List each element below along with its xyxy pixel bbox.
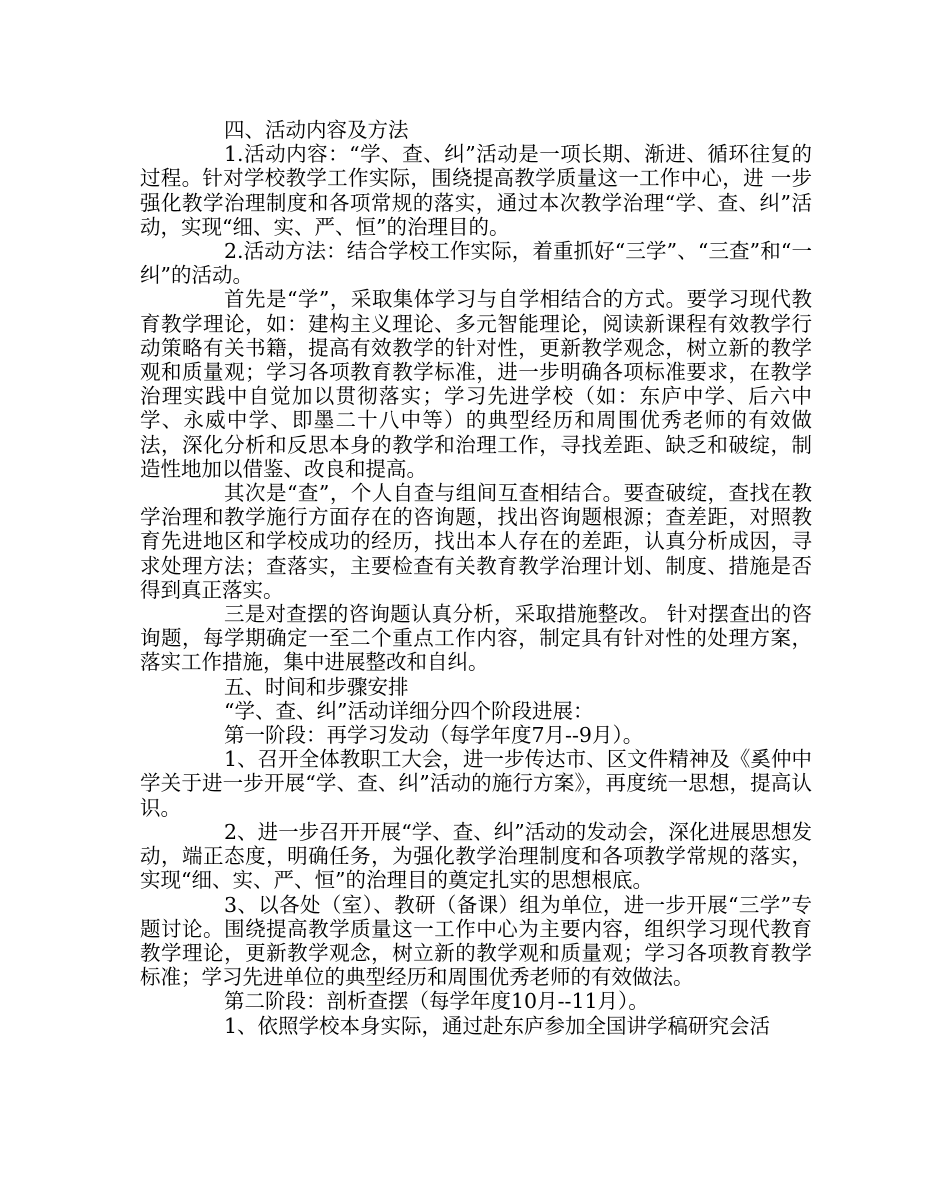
document-body <box>140 118 812 1038</box>
paragraph-activity-method: 2.活动方法：结合学校工作实际，着重抓好“三学”、“三查”和“一纠”的活动。 <box>140 239 812 288</box>
paragraph-check: 其次是“查”，个人自查与组间互查相结合。要查破绽，查找在教学治理和教学施行方面存在的咨询题，找出咨询题根源；查差距，对照教育先进地区和学校成功的经历，找出本人存在的差距，认真分析成因，寻求处理方法；查落实，主要检查有关教育教学治理计划、制度、措施是否得到真正落实。 <box>140 481 812 602</box>
section-heading-5: 五、时间和步骤安排 <box>224 674 409 699</box>
stage-1-item-2: 2、进一步召开开展“学、查、纠”活动的发动会，深化进展思想发动，端正态度，明确任务，为强化教学治理制度和各项教学常规的落实，实现“细、实、严、恒”的治理目的奠定扎实的思想根底。 <box>140 819 812 893</box>
stage-1-item-3: 3、以各处（室）、教研（备课）组为单位，进一步开展“三学”专题讨论。围绕提高教学质量这一工作中心为主要内容，组织学习现代教育教学理论，更新教学观念，树立新的教学观和质量观；学习各项教育教学标准；学习先进单位的典型经历和周围优秀老师的有效做法。 <box>140 892 812 990</box>
section-heading-4: 四、活动内容及方法 <box>224 118 409 142</box>
stage-2-item-1: 1、依照学校本身实际，通过赴东庐参加全国讲学稿研究会活 <box>224 1013 771 1038</box>
paragraph-activity-content: 1.活动内容：“学、查、纠”活动是一项长期、渐进、循环往复的过程。针对学校教学工作实际，围绕提高教学质量这一工作中心，进 一步强化教学治理制度和各项常规的落实，通过本次教学治理“学、查、纠”活动，实现“细、实、严、恒”的治理目的。 <box>140 142 812 239</box>
stage-2-heading: 第二阶段：剖析查摆（每学年度10月--11月）。 <box>224 989 649 1014</box>
paragraph-stages-intro: “学、查、纠”活动详细分四个阶段进展： <box>224 698 594 723</box>
paragraph-learn: 首先是“学”，采取集体学习与自学相结合的方式。要学习现代教育教学理论，如：建构主义理论、多元智能理论，阅读新课程有效教学行动策略有关书籍，提高有效教学的针对性，更新教学观念，树立新的教学观和质量观；学习各项教育教学标准，进一步明确各项标准要求，在教学治理实践中自觉加以贯彻落实；学习先进学校（如：东庐中学、后六中学、永威中学、即墨二十八中等）的典型经历和周围优秀老师的有效做法，深化分析和反思本身的教学和治理工作，寻找差距、缺乏和破绽，制造性地加以借鉴、改良和提高。 <box>140 287 812 481</box>
paragraph-correct: 三是对查摆的咨询题认真分析，采取措施整改。 针对摆查出的咨询题，每学期确定一至二个重点工作内容，制定具有针对性的处理方案，落实工作措施，集中进展整改和自纠。 <box>140 602 812 675</box>
stage-1-heading: 第一阶段：再学习发动（每学年度7月--9月）。 <box>224 723 644 748</box>
stage-1-item-1: 1、召开全体教职工大会，进一步传达市、区文件精神及《奚仲中学关于进一步开展“学、查、纠”活动的施行方案》，再度统一思想，提高认识。 <box>140 747 812 820</box>
